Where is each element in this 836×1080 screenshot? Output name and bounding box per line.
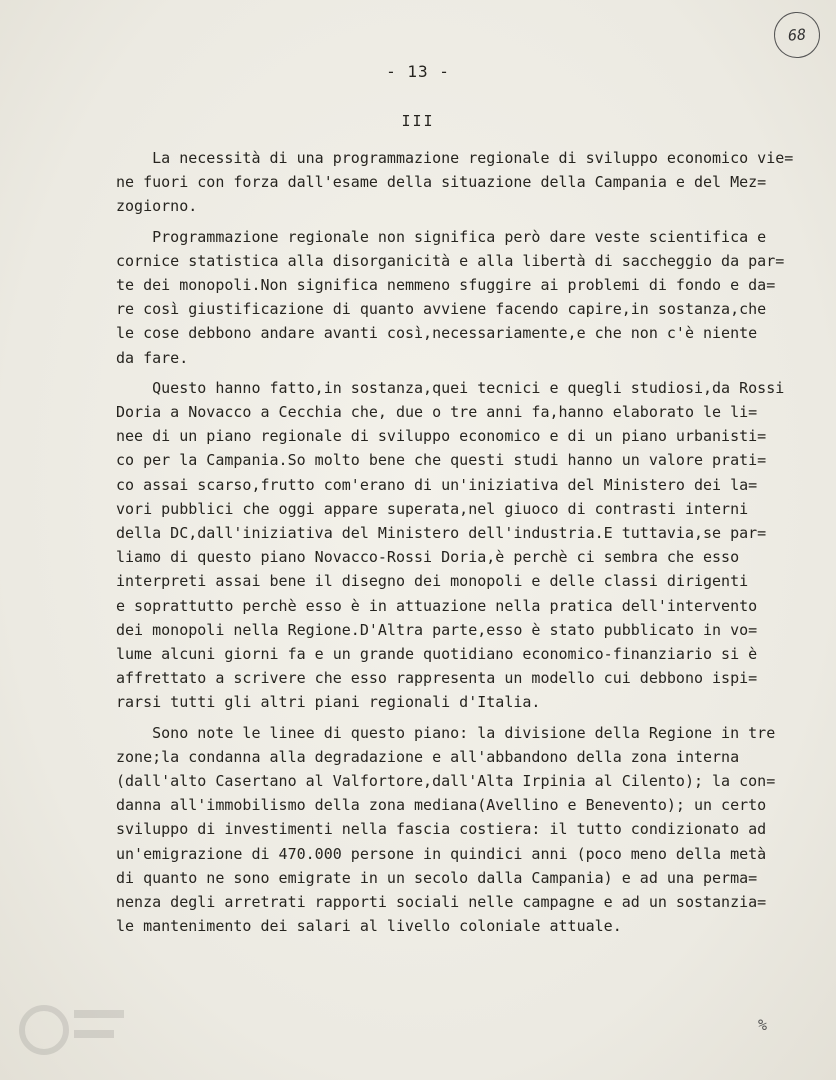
text-line: da fare. (116, 348, 189, 367)
archive-stamp (772, 10, 821, 59)
text-line: affrettato a scrivere che esso rappresenta un modello cui debbono ispi= (116, 669, 758, 688)
text-line: ne fuori con forza dall'esame della situazione della Campania e del Mez= (116, 173, 767, 192)
section-heading: III (401, 112, 435, 130)
text-line: le cose debbono andare avanti così,necessariamente,e che non c'è niente (116, 324, 758, 343)
text-line: rarsi tutti gli altri piani regionali d'Italia. (116, 693, 541, 712)
page-number: - 13 - (386, 62, 450, 81)
text-line: sviluppo di investimenti nella fascia costiera: il tutto condizionato ad (116, 820, 767, 839)
text-line: zone;la condanna alla degradazione e all'abbandono della zona interna (116, 747, 740, 766)
text-line: nee di un piano regionale di sviluppo economico e di un piano urbanisti= (116, 427, 767, 446)
text-line: lume alcuni giorni fa e un grande quotidiano economico-finanziario si è (116, 645, 758, 664)
text-line: dei monopoli nella Regione.D'Altra parte,esso è stato pubblicato in vo= (116, 620, 758, 639)
text-line: le mantenimento dei salari al livello coloniale attuale. (116, 917, 622, 936)
footer-mark: % (758, 1016, 768, 1034)
text-line: Doria a Novacco a Cecchia che, due o tre anni fa,hanno elaborato le li= (116, 403, 758, 422)
text-line: danna all'immobilismo della zona mediana(Avellino e Benevento); un certo (116, 796, 767, 815)
text-line: e soprattutto perchè esso è in attuazione nella pratica dell'intervento (116, 596, 758, 615)
text-line: te dei monopoli.Non significa nemmeno sfuggire ai problemi di fondo e da= (116, 276, 776, 295)
archive-watermark-icon (14, 990, 134, 1060)
stamp-number: 68 (787, 25, 807, 45)
text-line: Programmazione regionale non significa però dare veste scientifica e (116, 227, 767, 246)
paragraph (116, 146, 796, 219)
text-line: cornice statistica alla disorganicità e alla libertà di saccheggio da par= (116, 251, 785, 270)
text-line: interpreti assai bene il disegno dei monopoli e delle classi dirigenti (116, 572, 749, 591)
paragraph (116, 721, 796, 939)
text-line: nenza degli arretrati rapporti sociali nelle campagne e ad un sostanzia= (116, 893, 767, 912)
text-line: di quanto ne sono emigrate in un secolo dalla Campania) e ad una perma= (116, 868, 758, 887)
text-line: della DC,dall'iniziativa del Ministero dell'industria.E tuttavia,se par= (116, 524, 767, 543)
body-text (116, 146, 796, 945)
text-line: liamo di questo piano Novacco-Rossi Doria,è perchè ci sembra che esso (116, 548, 740, 567)
text-line: un'emigrazione di 470.000 persone in quindici anni (poco meno della metà (116, 844, 767, 863)
paragraph (116, 225, 796, 370)
text-line: zogiorno. (116, 197, 198, 216)
paragraph (116, 376, 796, 715)
text-line: Questo hanno fatto,in sostanza,quei tecnici e quegli studiosi,da Rossi (116, 378, 785, 397)
text-line: vori pubblici che oggi appare superata,nel giuoco di contrasti interni (116, 499, 749, 518)
text-line: Sono note le linee di questo piano: la divisione della Regione in tre (116, 723, 776, 742)
text-line: re così giustificazione di quanto avviene facendo capire,in sostanza,che (116, 300, 767, 319)
text-line: co assai scarso,frutto com'erano di un'iniziativa del Ministero dei la= (116, 475, 758, 494)
text-line: (dall'alto Casertano al Valfortore,dall'Alta Irpinia al Cilento); la con= (116, 772, 776, 791)
text-line: La necessità di una programmazione regionale di sviluppo economico vie= (116, 149, 794, 167)
text-line: co per la Campania.So molto bene che questi studi hanno un valore prati= (116, 451, 767, 470)
